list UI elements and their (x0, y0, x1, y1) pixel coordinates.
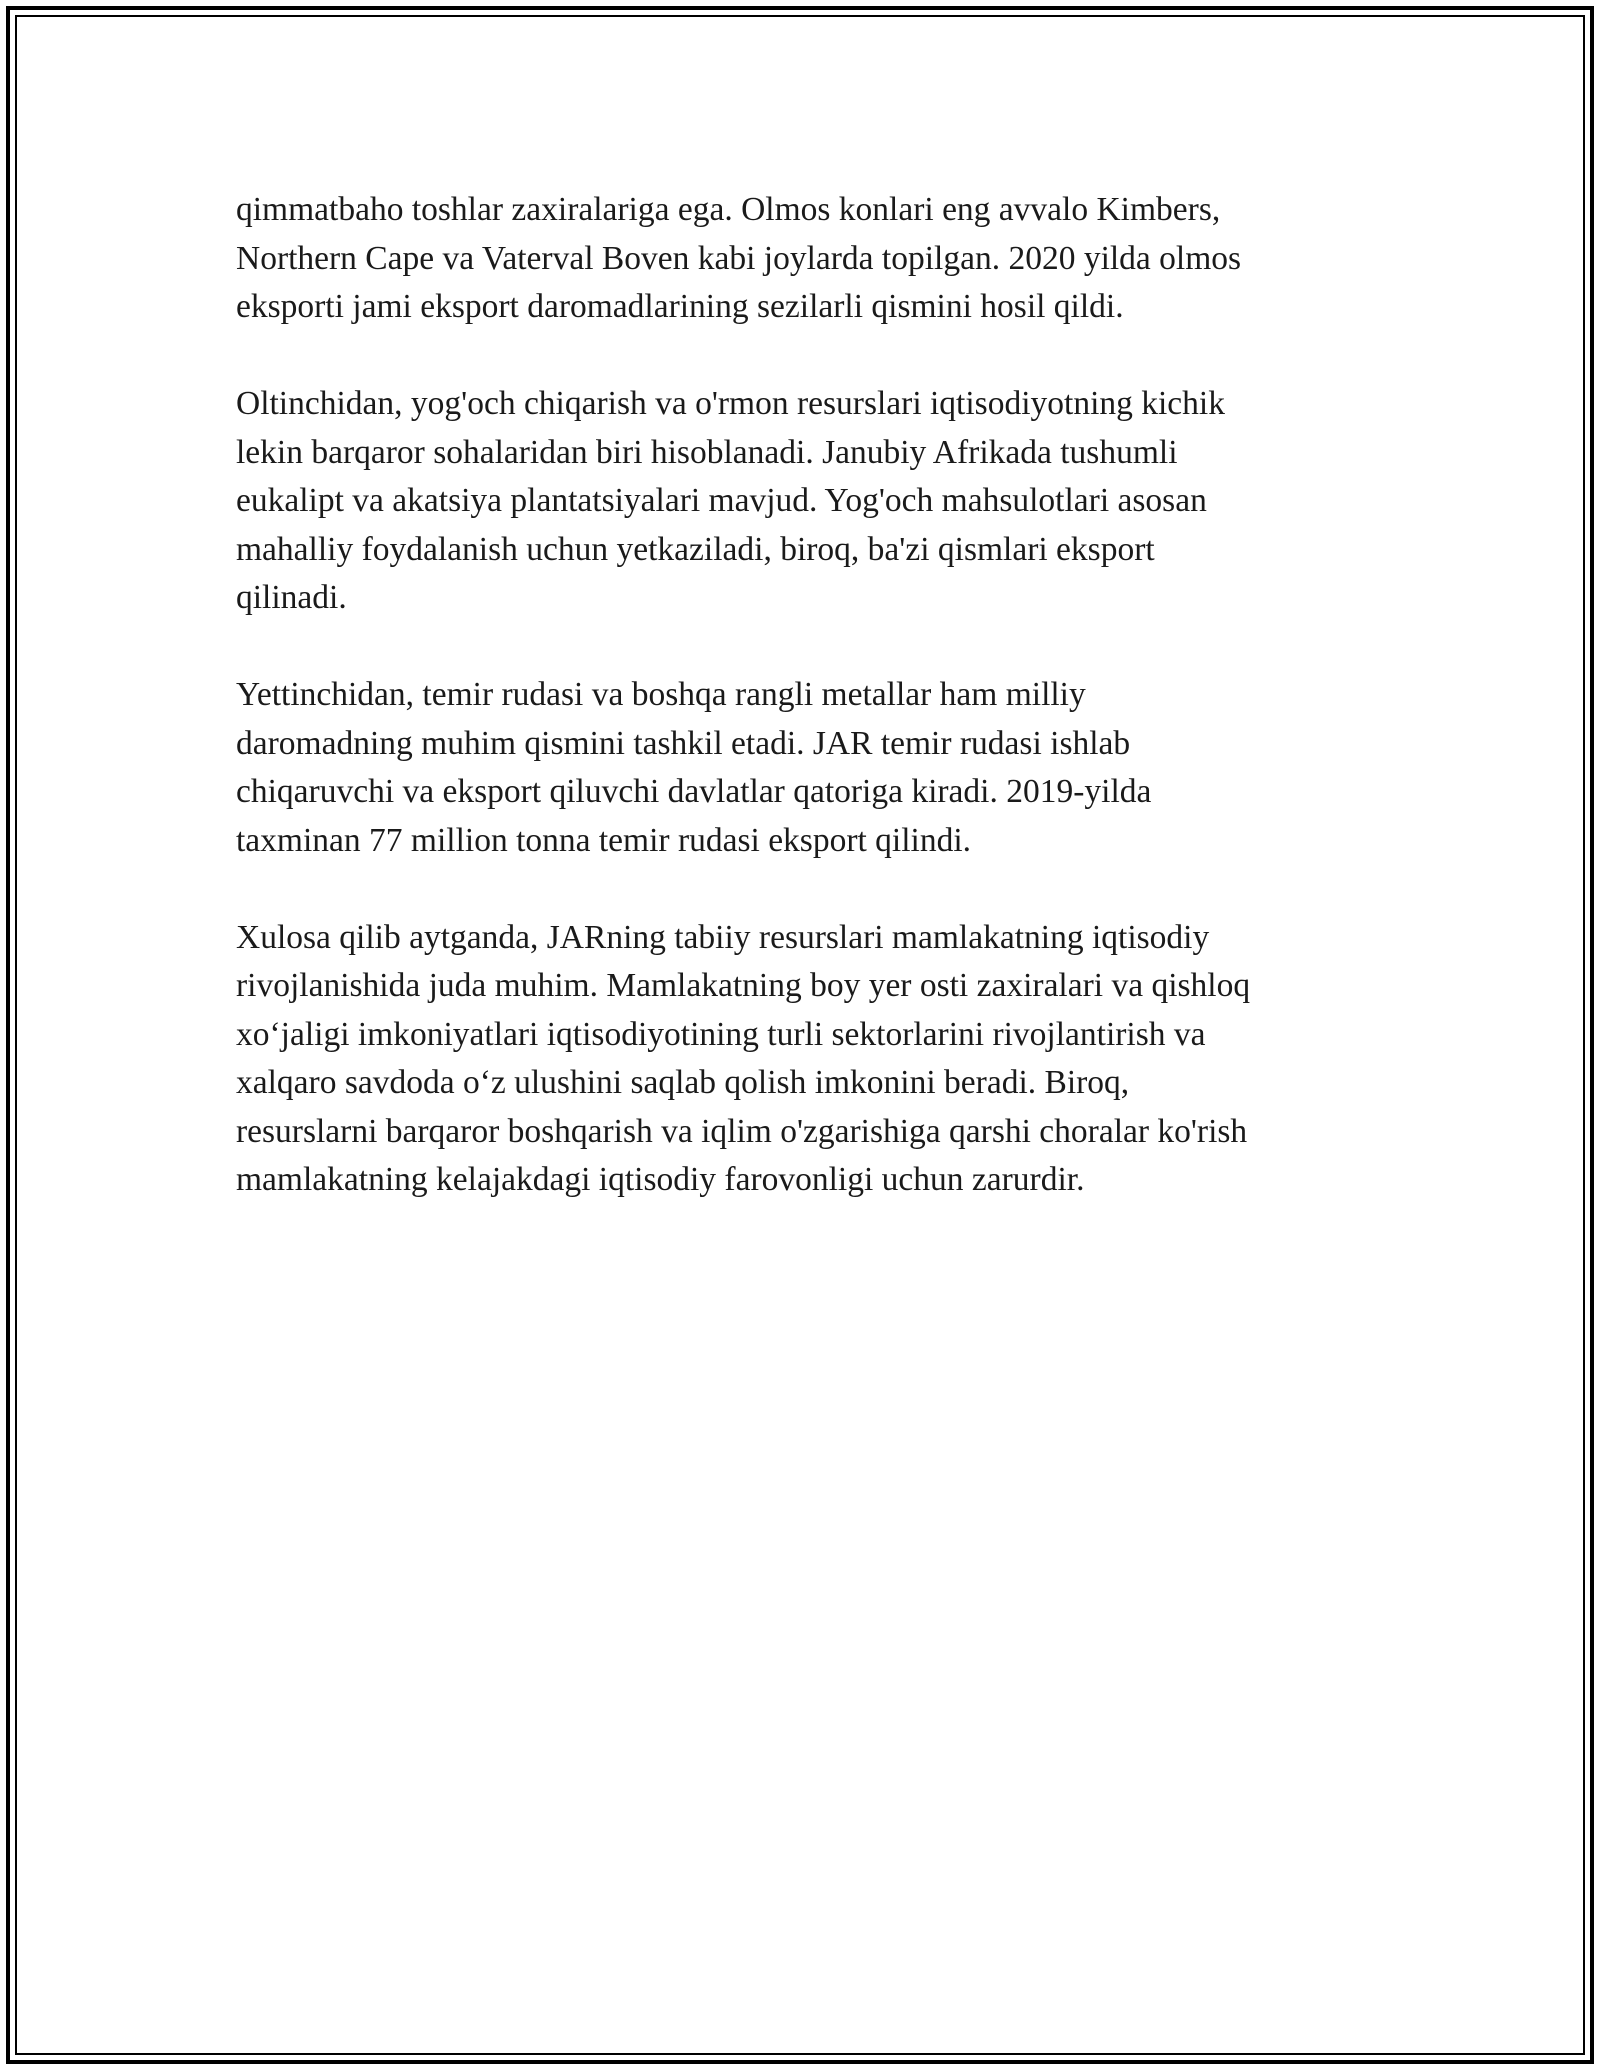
text-line: qimmatbaho toshlar zaxiralariga ega. Olmos konlari eng avvalo Kimbers, (236, 191, 1221, 228)
text-line: mamlakatning kelajakdagi iqtisodiy farovonligi uchun zarurdir. (236, 1161, 1085, 1198)
paragraph-diamonds (236, 186, 1366, 332)
text-line: lekin barqaror sohalaridan biri hisoblanadi. Janubiy Afrikada tushumli (236, 433, 1178, 471)
text-line: qilinadi. (236, 579, 347, 616)
text-line: chiqaruvchi va eksport qiluvchi davlatlar qatoriga kiradi. 2019-yilda (236, 773, 1152, 810)
text-line: eksporti jami eksport daromadlarining sezilarli qismini hosil qildi. (236, 288, 1124, 325)
text-line: resurslarni barqaror boshqarish va iqlim o'zgarishiga qarshi choralar ko'rish (236, 1112, 1248, 1150)
text-line: taxminan 77 million tonna temir rudasi eksport qilindi. (236, 821, 972, 859)
paragraph-timber (236, 380, 1366, 623)
text-line: xo‘jaligi imkoniyatlari iqtisodiyotining turli sektorlarini rivojlantirish va (236, 1015, 1206, 1053)
text-line: Yettinchidan, temir rudasi va boshqa rangli metallar ham milliy (236, 676, 1086, 713)
text-line: Xulosa qilib aytganda, JARning tabiiy resurslari mamlakatning iqtisodiy (236, 918, 1210, 956)
text-line: xalqaro savdoda o‘z ulushini saqlab qolish imkonini beradi. Biroq, (236, 1064, 1130, 1101)
text-line: rivojlanishida juda muhim. Mamlakatning boy yer osti zaxiralari va qishloq (236, 967, 1251, 1004)
text-line: mahalliy foydalanish uchun yetkaziladi, biroq, ba'zi qismlari eksport (236, 530, 1155, 568)
paragraph-conclusion (236, 914, 1366, 1205)
document-body (236, 186, 1366, 1253)
paragraph-iron-ore (236, 671, 1366, 865)
text-line: daromadning muhim qismini tashkil etadi. JAR temir rudasi ishlab (236, 724, 1131, 762)
text-line: eukalipt va akatsiya plantatsiyalari mavjud. Yog'och mahsulotlari asosan (236, 482, 1207, 519)
text-line: Oltinchidan, yog'och chiqarish va o'rmon resurslari iqtisodiyotning kichik (236, 385, 1225, 422)
text-line: Northern Cape va Vaterval Boven kabi joylarda topilgan. 2020 yilda olmos (236, 239, 1242, 277)
